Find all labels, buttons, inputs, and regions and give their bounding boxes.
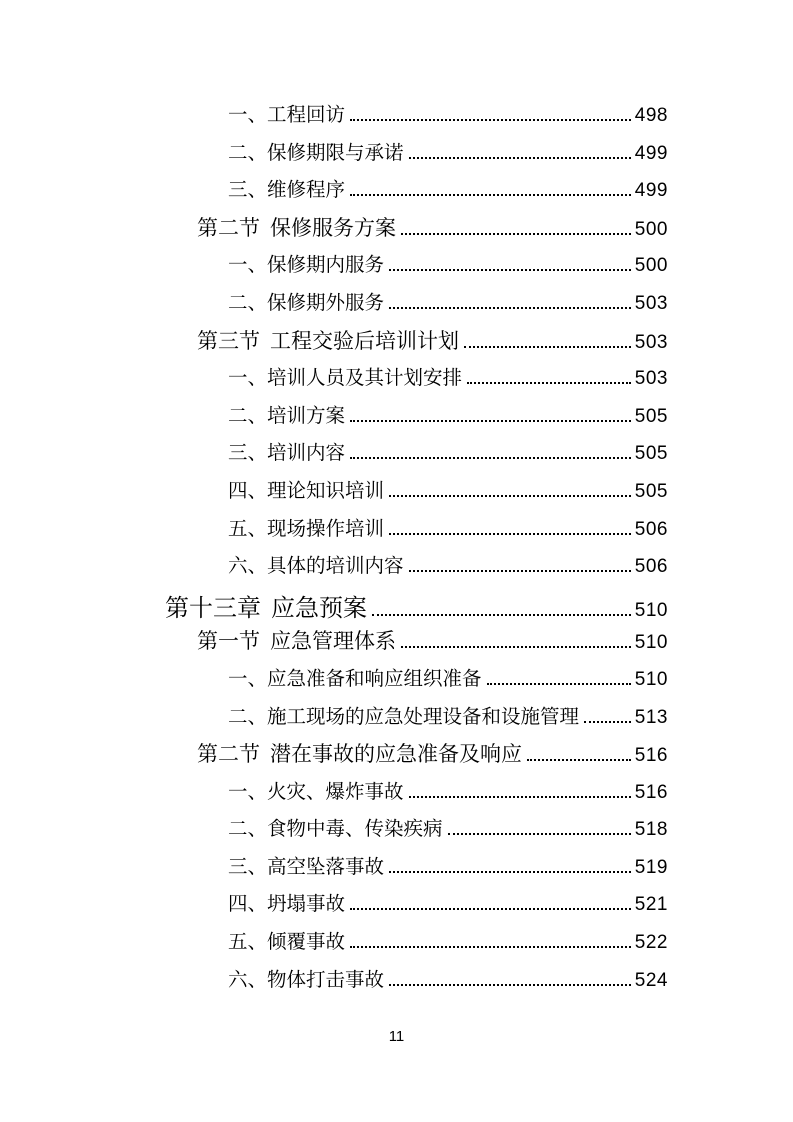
toc-dot-leader [401,231,631,235]
toc-entry-page: 516 [634,781,668,803]
toc-dot-leader [350,192,631,196]
toc-entry-title: 施工现场的应急处理设备和设施管理 [267,706,580,728]
toc-dot-leader [409,155,631,159]
toc-dot-leader [389,869,631,873]
toc-entry-page: 500 [634,255,668,277]
toc-entry-title: 保修期内服务 [267,255,385,277]
toc-entry-title: 维修程序 [267,180,346,202]
toc-entry-number: 六、 [228,556,268,578]
toc-entry-page: 503 [634,292,668,314]
toc-entry-number: 一、 [228,781,268,803]
toc-entry-number: 二、 [228,405,268,427]
toc-entry-title: 物体打击事故 [267,969,385,991]
toc-dot-leader [467,380,631,384]
toc-entry-page: 500 [634,218,668,240]
toc-entry-page: 503 [634,368,668,390]
toc-entry-number: 三、 [228,856,268,878]
toc-entry-page: 518 [634,819,668,841]
toc-entry[interactable] [165,99,668,137]
toc-entry-title: 具体的培训内容 [267,556,404,578]
toc-entry[interactable] [165,701,668,739]
toc-entry-number: 四、 [228,480,268,502]
toc-entry-page: 499 [634,180,668,202]
toc-entry-number: 一、 [228,105,268,126]
toc-dot-leader [350,117,631,121]
toc-entry-page: 503 [634,331,668,353]
toc-entry-title: 倾覆事故 [267,932,346,954]
toc-entry-title: 培训方案 [267,405,346,427]
toc-entry-title: 火灾、爆炸事故 [267,781,404,803]
toc-dot-leader [448,831,631,835]
toc-entry-page: 505 [634,480,668,502]
toc-entry-number: 第二节 [197,215,260,240]
toc-entry[interactable] [165,964,668,1002]
toc-entry-number: 三、 [228,443,268,465]
toc-entry[interactable] [165,437,668,475]
toc-entry[interactable] [165,776,668,814]
toc-entry-title: 培训人员及其计划安排 [267,368,463,390]
page-footer [0,1028,793,1045]
toc-entry-title: 应急管理体系 [270,629,396,654]
toc-dot-leader [389,531,631,535]
toc-entry-page: 499 [634,142,668,164]
toc-dot-leader [409,794,631,798]
toc-entry-title: 保修期外服务 [267,292,385,314]
toc-dot-leader [350,906,631,910]
toc-entry-page: 519 [634,856,668,878]
toc-entry-page: 505 [634,443,668,465]
toc-entry-title: 工程回访 [267,105,346,126]
toc-entry[interactable] [165,738,668,776]
toc-dot-leader [350,944,631,948]
toc-entry-page: 506 [634,518,668,540]
toc-entry[interactable] [165,400,668,438]
toc-entry-number: 第十三章 [165,595,261,622]
toc-entry-number: 二、 [228,292,268,314]
toc-entry-number: 四、 [228,894,268,916]
toc-entry[interactable] [165,663,668,701]
toc-entry-title: 保修期限与承诺 [267,142,404,164]
page-number: 11 [388,1028,405,1045]
toc-entry-title: 高空坠落事故 [267,856,385,878]
toc-dot-leader [350,455,631,459]
toc-entry-page: 522 [634,932,668,954]
toc-entry[interactable] [165,249,668,287]
toc-entry-page: 516 [634,745,668,767]
toc-entry-number: 三、 [228,180,268,202]
toc-entry-page: 521 [634,894,668,916]
table-of-contents [165,99,668,1001]
toc-entry-title: 现场操作培训 [267,518,385,540]
toc-entry[interactable] [165,362,668,400]
toc-entry-number: 二、 [228,706,268,728]
toc-dot-leader [527,757,631,761]
toc-entry-title: 保修服务方案 [270,215,396,240]
toc-entry-page: 505 [634,405,668,427]
toc-entry-number: 一、 [228,668,268,690]
toc-entry-page: 506 [634,556,668,578]
toc-entry-title: 应急准备和响应组织准备 [267,668,482,690]
toc-dot-leader [401,644,631,648]
toc-entry-title: 食物中毒、传染疾病 [267,819,443,841]
toc-dot-leader [389,267,631,271]
toc-entry-title: 工程交验后培训计划 [270,328,459,353]
toc-entry[interactable] [165,550,668,588]
toc-entry-title: 理论知识培训 [267,480,385,502]
toc-dot-leader [389,982,631,986]
toc-entry-page: 513 [634,706,668,728]
toc-entry-title: 坍塌事故 [267,894,346,916]
toc-dot-leader [464,344,631,348]
toc-entry-number: 二、 [228,819,268,841]
toc-entry-number: 五、 [228,932,268,954]
toc-entry-page: 524 [634,969,668,991]
toc-entry-number: 六、 [228,969,268,991]
toc-entry-page: 510 [634,632,668,654]
toc-entry-title: 应急预案 [271,595,367,622]
toc-entry[interactable] [165,174,668,212]
toc-entry-number: 五、 [228,518,268,540]
toc-entry-number: 第三节 [197,328,260,353]
toc-entry[interactable] [165,888,668,926]
toc-entry[interactable] [165,926,668,964]
toc-dot-leader [487,681,631,685]
toc-entry-number: 第二节 [197,742,260,767]
toc-entry[interactable] [165,475,668,513]
toc-entry-number: 第一节 [197,629,260,654]
toc-entry-page: 498 [634,105,668,126]
toc-entry-page: 510 [634,668,668,690]
toc-dot-leader [584,719,631,723]
toc-dot-leader [372,612,631,616]
toc-entry[interactable] [165,325,668,363]
toc-entry[interactable] [165,287,668,325]
toc-entry-title: 潜在事故的应急准备及响应 [270,742,522,767]
toc-entry[interactable] [165,813,668,851]
toc-entry[interactable] [165,137,668,175]
toc-entry[interactable] [165,588,668,626]
toc-entry-number: 二、 [228,142,268,164]
toc-entry-title: 培训内容 [267,443,346,465]
toc-entry[interactable] [165,513,668,551]
toc-entry-number: 一、 [228,368,268,390]
toc-dot-leader [389,493,631,497]
toc-entry[interactable] [165,851,668,889]
toc-dot-leader [389,305,631,309]
toc-dot-leader [350,418,631,422]
toc-entry[interactable] [165,625,668,663]
toc-dot-leader [409,568,631,572]
toc-entry-page: 510 [634,599,668,621]
toc-entry-number: 一、 [228,255,268,277]
toc-entry[interactable] [165,212,668,250]
